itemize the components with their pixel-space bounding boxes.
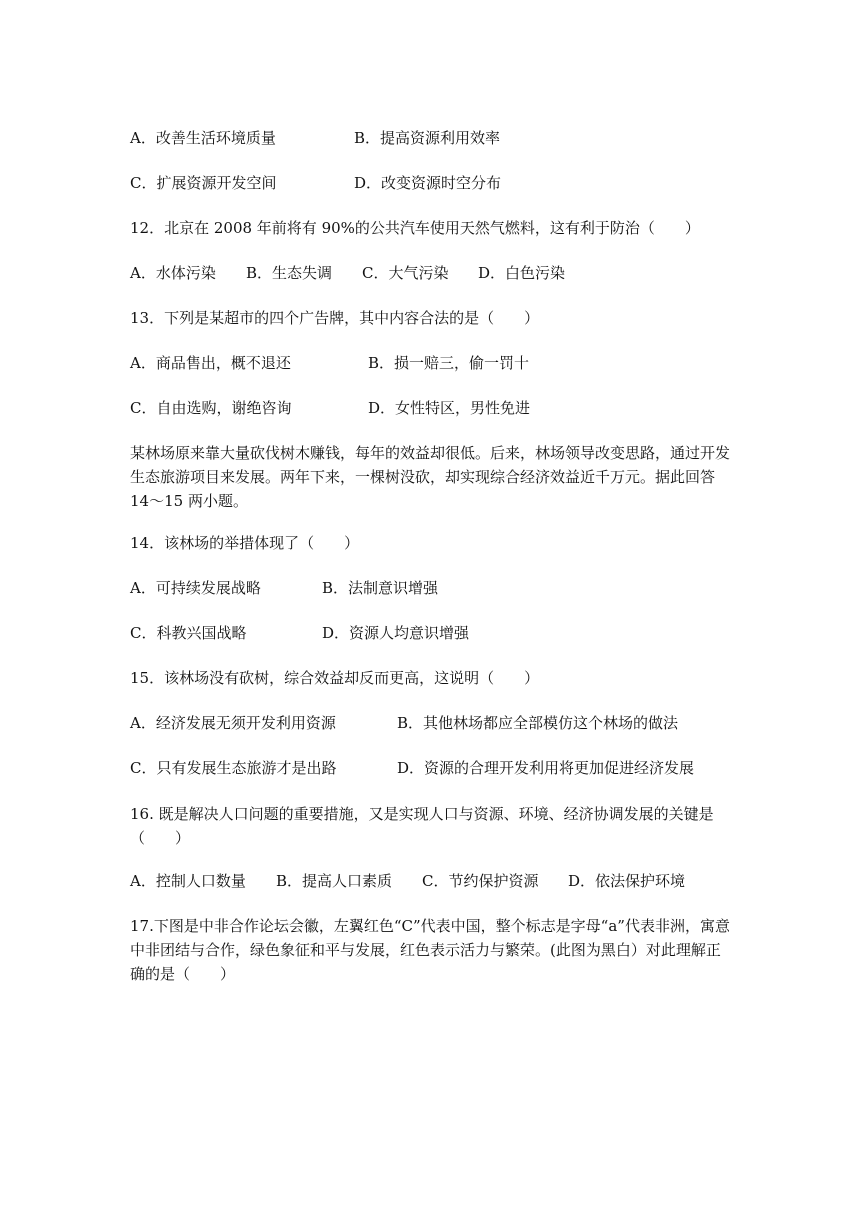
q16-option-c[interactable]: C．节约保护资源 — [422, 872, 539, 890]
q15-option-d[interactable]: D．资源的合理开发利用将更加促进经济发展 — [397, 759, 695, 777]
q14-option-d[interactable]: D．资源人均意识增强 — [322, 624, 470, 642]
q13-option-b[interactable]: B．损一赔三，偷一罚十 — [368, 354, 530, 372]
q13-option-c[interactable]: C．自由选购，谢绝咨询 — [130, 399, 292, 417]
q15-options-row-1 — [130, 713, 678, 733]
q13-options-row-1 — [130, 353, 529, 373]
q15-option-c[interactable]: C．只有发展生态旅游才是出路 — [130, 759, 337, 777]
q14-option-c[interactable]: C．科教兴国战略 — [130, 624, 247, 642]
q16-stem: 16. 既是解决人口问题的重要措施，又是实现人口与资源、环境、经济协调发展的关键是（ ） — [130, 805, 714, 847]
q16-option-b[interactable]: B．提高人口素质 — [276, 872, 393, 890]
q14-option-a[interactable]: A．可持续发展战略 — [130, 579, 261, 597]
q12-stem: 12．北京在 2008 年前将有 90%的公共汽车使用天然气燃料，这有利于防治（ ） — [130, 219, 700, 237]
q11-option-c[interactable]: C．扩展资源开发空间 — [130, 174, 277, 192]
q13-option-a[interactable]: A．商品售出，概不退还 — [130, 354, 291, 372]
q15-option-a[interactable]: A．经济发展无须开发利用资源 — [130, 714, 336, 732]
q14-options-row-1 — [130, 578, 438, 598]
q12-options-row — [130, 263, 565, 283]
q15-stem: 15．该林场没有砍树，综合效益却反而更高，这说明（ ） — [130, 669, 540, 687]
q11-options-row-1 — [130, 128, 500, 148]
q14-options-row-2 — [130, 623, 469, 643]
q12-option-a[interactable]: A．水体污染 — [130, 264, 216, 282]
q14-stem: 14．该林场的举措体现了（ ） — [130, 534, 360, 552]
q12-option-d[interactable]: D．白色污染 — [478, 264, 566, 282]
q12-option-c[interactable]: C．大气污染 — [362, 264, 449, 282]
q11-option-b[interactable]: B．提高资源利用效率 — [354, 129, 501, 147]
q15-options-row-2 — [130, 758, 694, 778]
q14-option-b[interactable]: B．法制意识增强 — [322, 579, 439, 597]
q13-option-d[interactable]: D．女性特区，男性免进 — [368, 399, 531, 417]
q15-option-b[interactable]: B．其他林场都应全部模仿这个林场的做法 — [397, 714, 679, 732]
q11-option-d[interactable]: D．改变资源时空分布 — [354, 174, 502, 192]
q11-options-row-2 — [130, 173, 501, 193]
q17-stem: 17.下图是中非合作论坛会徽，左翼红色“C”代表中国，整个标志是字母“a”代表非洲，寓意中非团结与合作，绿色象征和平与发展，红色表示活力与繁荣。(此图为黑白）对此理解正确的是（ ） — [130, 917, 730, 983]
q13-options-row-2 — [130, 398, 530, 418]
q11-option-a[interactable]: A．改善生活环境质量 — [130, 129, 276, 147]
q13-stem: 13．下列是某超市的四个广告牌，其中内容合法的是（ ） — [130, 309, 540, 327]
q16-option-a[interactable]: A．控制人口数量 — [130, 872, 246, 890]
q16-options-row — [130, 871, 685, 891]
q16-option-d[interactable]: D．依法保护环境 — [568, 872, 686, 890]
q12-option-b[interactable]: B．生态失调 — [246, 264, 333, 282]
reading-passage: 某林场原来靠大量砍伐树木赚钱，每年的效益却很低。后来，林场领导改变思路，通过开发生态旅游项目来发展。两年下来，一棵树没砍，却实现综合经济效益近千万元。据此回答14～15 两小题。 — [130, 444, 731, 510]
